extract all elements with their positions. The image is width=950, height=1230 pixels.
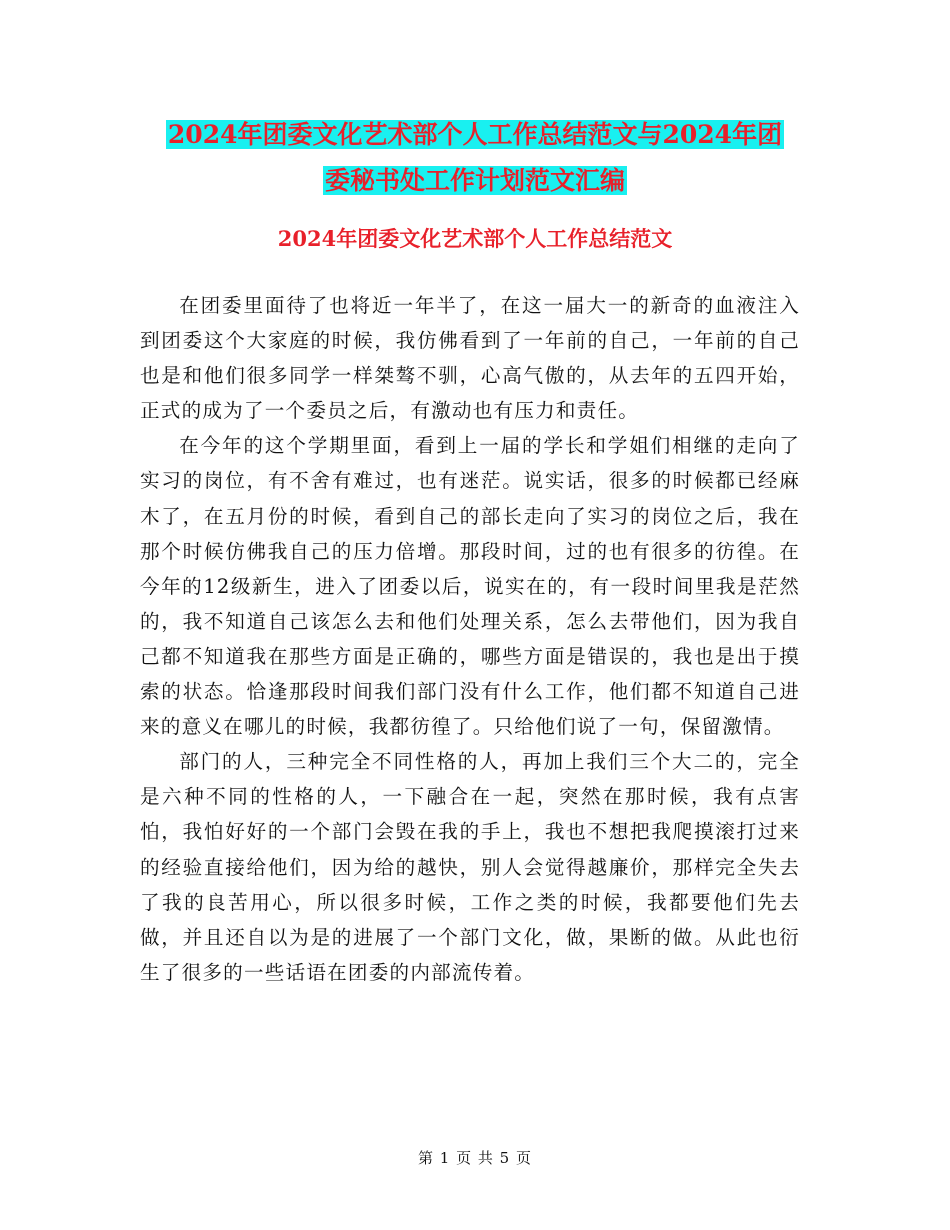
document-body xyxy=(140,288,800,990)
document-title-line1: 2024年团委文化艺术部个人工作总结范文与2024年团 xyxy=(167,120,783,149)
paragraph-3: 部门的人，三种完全不同性格的人，再加上我们三个大二的，完全是六种不同的性格的人，一下融合在一起，突然在那时候，我有点害怕，我怕好好的一个部门会毁在我的手上，我也不想把我爬摸滚打过来的经验直接给他们，因为给的越快，别人会觉得越廉价，那样完全失去了我的良苦用心，所以很多时候，工作之类的时候，我都要他们先去做，并且还自以为是的进展了一个部门文化，做，果断的做。从此也衍生了很多的一些话语在团委的内部流传着。 xyxy=(140,750,800,984)
page-footer: 第 1 页 共 5 页 xyxy=(418,1149,532,1167)
paragraph-1: 在团委里面待了也将近一年半了，在这一届大一的新奇的血液注入到团委这个大家庭的时候，我仿佛看到了一年前的自己，一年前的自己也是和他们很多同学一样桀骜不驯，心高气傲的，从去年的五四开始，正式的成为了一个委员之后，有激动也有压力和责任。 xyxy=(140,294,800,423)
section-title: 2024年团委文化艺术部个人工作总结范文 xyxy=(277,226,673,251)
document-title-line2: 委秘书处工作计划范文汇编 xyxy=(324,166,625,195)
paragraph-2: 在今年的这个学期里面，看到上一届的学长和学姐们相继的走向了实习的岗位，有不舍有难过，也有迷茫。说实话，很多的时候都已经麻木了，在五月份的时候，看到自己的部长走向了实习的岗位之后，我在那个时候仿佛我自己的压力倍增。那段时间，过的也有很多的彷徨。在今年的12级新生，进入了团委以后，说实在的，有一段时间里我是茫然的，我不知道自己该怎么去和他们处理关系，怎么去带他们，因为我自己都不知道我在那些方面是正确的，哪些方面是错误的，我也是出于摸索的状态。恰逢那段时间我们部门没有什么工作，他们都不知道自己进来的意义在哪儿的时候，我都彷徨了。只给他们说了一句，保留激情。 xyxy=(140,434,800,739)
document-title xyxy=(0,112,950,204)
